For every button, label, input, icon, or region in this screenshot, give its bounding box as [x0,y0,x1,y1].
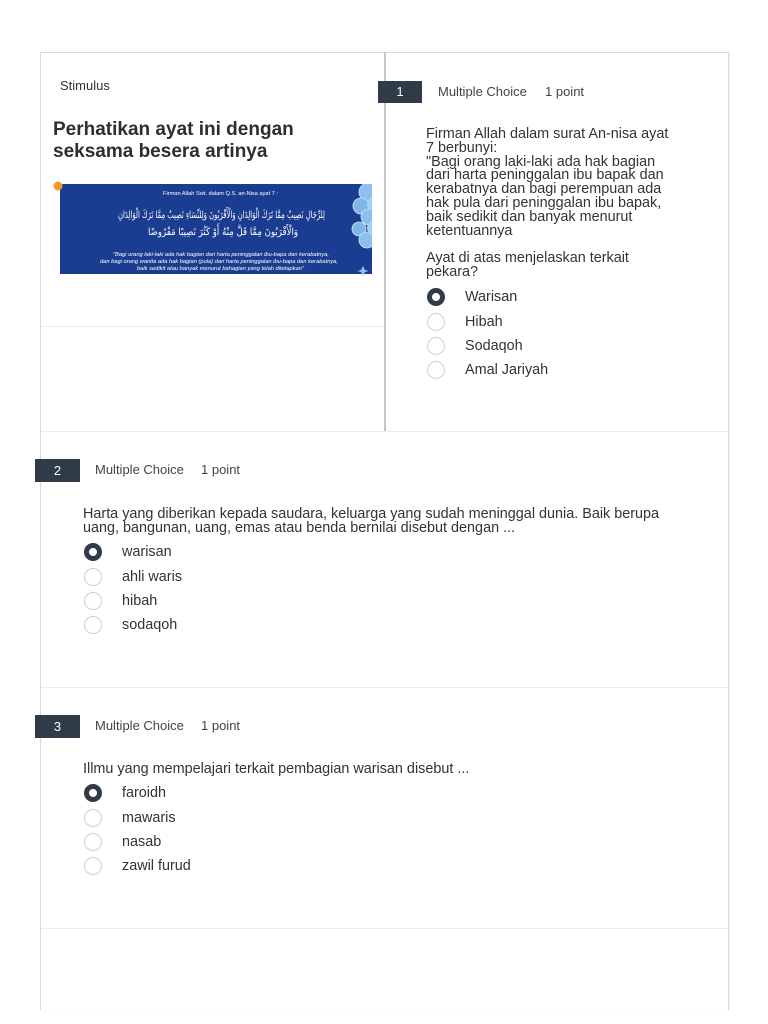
option-radio[interactable] [427,288,445,306]
option-amal-jariyah[interactable] [427,358,548,382]
option-faroidh[interactable] [84,781,191,805]
option-label[interactable]: nasab [122,833,162,850]
question-points: 1 point [201,462,241,477]
option-hibah[interactable] [84,589,182,613]
question-text [426,128,677,280]
column-divider [384,52,386,431]
answer-options [427,285,548,383]
answer-options [84,781,191,879]
question-points: 1 point [201,718,241,733]
option-label[interactable]: mawaris [122,809,176,826]
stimulus-divider [41,326,384,327]
question-text: Illmu yang mempelajari terkait pembagian warisan disebut ... [83,761,470,777]
question-number-badge: 3 [35,715,80,738]
option-ahli-waris[interactable] [84,564,182,588]
option-label[interactable]: Hibah [465,313,503,330]
section-divider [41,687,728,688]
option-radio[interactable] [427,337,445,355]
stimulus-label: Stimulus [60,78,110,93]
question-points: 1 point [545,84,585,99]
option-sodaqoh[interactable] [84,613,182,637]
question-text: Harta yang diberikan kepada saudara, keluarga yang sudah meninggal dunia. Baik berupa uang, bangunan, uang, emas atau benda bernilai disebut dengan ... [83,506,660,536]
question-type: Multiple Choice [438,84,527,99]
banner-arabic-line: لِلرِّجَالِ نَصِيبٌ مِمَّا تَرَكَ الْوَالِدَانِ وَالْأَقْرَبُونَ وَلِلنِّسَاءِ نَصِيبٌ مِمَّا تَرَكَ الْوَالِدَانِ [118,210,423,221]
option-label[interactable]: zawil furud [122,858,191,875]
option-radio[interactable] [84,784,102,802]
option-radio[interactable] [84,616,102,634]
option-warisan[interactable] [84,540,182,564]
option-hibah[interactable] [427,309,548,333]
stimulus-title: Perhatikan ayat ini dengan seksama besera artinya [53,119,294,162]
banner-translation-line: "Bagi orang laki-laki ada hak bagian dari harta peninggalan ibu-bapa dan kerabatnya, [113,252,329,258]
option-radio[interactable] [84,809,102,827]
option-label[interactable]: sodaqoh [122,617,178,634]
option-radio[interactable] [84,592,102,610]
option-label[interactable]: warisan [122,544,172,561]
option-sodaqoh[interactable] [427,334,548,358]
question-prompt: Ayat di atas menjelaskan terkait pekara? [426,250,629,280]
question-number-badge: 1 [378,81,422,103]
option-radio[interactable] [84,543,102,561]
option-nasab[interactable] [84,830,191,854]
section-divider [41,928,728,929]
question-stem-line: Firman Allah dalam surat An-nisa ayat 7 berbunyi: [426,126,669,156]
option-radio[interactable] [84,833,102,851]
option-label[interactable]: ahli waris [122,568,182,585]
option-radio[interactable] [84,568,102,586]
option-label[interactable]: hibah [122,592,158,609]
option-label[interactable]: Warisan [465,289,518,306]
banner-heading: Firman Allah Swt. dalam Q.S. an-Nisa ayat 7 : [163,191,278,197]
decoration-dot [54,182,63,191]
banner-arabic-line: وَالْأَقْرَبُونَ مِمَّا قَلَّ مِنْهُ أَوْ كَثُرَ نَصِيبًا مَفْرُوضًا [148,227,324,238]
option-radio[interactable] [427,313,445,331]
banner-translation-line: baik sedikit atau banyak menurut bahagian yang telah ditetapkan" [137,266,306,272]
option-warisan[interactable] [427,285,548,309]
option-mawaris[interactable] [84,805,191,829]
option-label[interactable]: faroidh [122,785,167,802]
answer-options [84,540,182,638]
question-type: Multiple Choice [95,462,184,477]
question-type: Multiple Choice [95,718,184,733]
question-stem-line: "Bagi orang laki-laki ada hak bagian dari harta peninggalan ibu bapak dan kerabatnya dan bagi perempuan ada hak pula dari peninggalan ibu bapak, baik sedikit dan banyak menurut ketentuannya [426,153,664,239]
banner-translation-line: dan bagi orang wanita ada hak bagian (pula) dari harta peninggalan ibu-bapa dan kerabatnya, [100,259,338,265]
stimulus-image [52,182,423,277]
option-label[interactable]: Sodaqoh [465,337,523,354]
option-zawil-furud[interactable] [84,854,191,878]
option-radio[interactable] [84,857,102,875]
option-radio[interactable] [427,361,445,379]
question-number-badge: 2 [35,459,80,482]
option-label[interactable]: Amal Jariyah [465,362,549,379]
section-divider [41,431,728,432]
